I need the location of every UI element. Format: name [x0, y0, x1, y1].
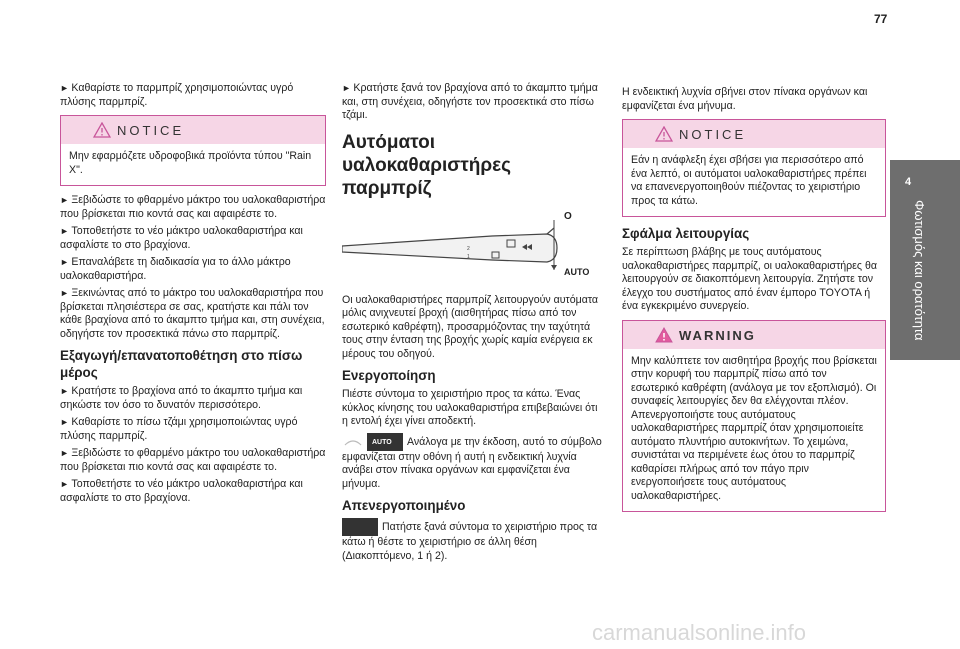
notice-body-2: Εάν η ανάφλεξη έχει σβήσει για περισσότερο από ένα λεπτό, οι αυτόματοι υαλοκαθαριστήρες πρέπει να επανενεργοποιηθούν πιέζοντας το χειριστήριο προς τα κάτω.: [631, 154, 867, 207]
column-1: [60, 82, 326, 509]
auto-wiper-icon: AUTO: [367, 433, 403, 451]
page-number: 77: [874, 12, 888, 26]
notice-header-2: [623, 120, 885, 148]
deactivation-heading: Απενεργοποιημένο: [342, 498, 466, 513]
activation-indicator-text: AUTO Ανάλογα με την έκδοση, αυτό το σύμβολο εμφανίζεται στην οθόνη ή αυτή η ενδεικτική λυχνία ανάβει στον πίνακα οργάνων και εμφανίζεται ένα μήνυμα.: [342, 433, 604, 492]
auto-description: Οι υαλοκαθαριστήρες παρμπρίζ λειτουργούν αυτόματα μόλις ανιχνευτεί βροχή (αισθητήρας πίσω από τον εσωτερικό καθρέφτη), προσαρμόζοντας την ταχύτητά τους στην ένταση της βροχής χωρίς καμία ενέργεια εκ μέρους του οδηγού.: [342, 293, 599, 360]
chapter-number: 4: [904, 176, 912, 188]
notice-header: [61, 116, 325, 144]
column-2: [342, 82, 604, 567]
fault-text: Σε περίπτωση βλάβης με τους αυτόματους υαλοκαθαριστήρες παρμπρίζ, οι υαλοκαθαριστήρες θα λειτουργούν σε διακοπτόμενη λειτουργία. Ζητήστε τον έλεγχο του συστήματος από έναν έμπορο TOYOTA ή ένα εγκεκριμένο συνεργείο.: [622, 246, 877, 312]
notice-title: NOTICE: [117, 123, 185, 138]
notice-body: Μην εφαρμόζετε υδροφοβικά προϊόντα τύπου "Rain X".: [69, 150, 312, 176]
deactivation-text: Πατήστε ξανά σύντομα το χειριστήριο προς τα κάτω ή θέστε το χειριστήριο σε άλλη θέση (Διακοπτόμενο, 1 ή 2).: [342, 518, 604, 563]
chapter-label: Φωτισμός και ορατότητα: [912, 200, 927, 341]
section-title: Αυτόματοι υαλοκαθαριστήρες παρμπρίζ: [342, 131, 512, 199]
notice-title-2: NOTICE: [679, 127, 747, 142]
notice-icon: [655, 126, 673, 142]
rear-step-2: ► Καθαρίστε το πίσω τζάμι χρησιμοποιώντας υγρό πλύσης παρμπρίζ.: [60, 416, 326, 443]
step-unscrew: ► Ξεβιδώστε το φθαρμένο μάκτρο του υαλοκαθαριστήρα που βρίσκεται πιο κοντά σας και αφαιρέστε το.: [60, 194, 326, 221]
step-repeat: ► Επαναλάβετε τη διαδικασία για το άλλο μάκτρο υαλοκαθαριστήρα.: [60, 256, 326, 283]
column-3: [622, 86, 886, 520]
wiper-stalk-figure: [342, 206, 604, 288]
step-guide-rear: ► Κρατήστε ξανά τον βραχίονα από το άκαμπτο τμήμα και, στη συνέχεια, οδηγήστε τον προσεκτικά στο πίσω τζάμι.: [342, 82, 604, 123]
activation-text: Πιέστε σύντομα το χειριστήριο προς τα κάτω. Ένας κύκλος κίνησης του υαλοκαθαριστήρα επιβεβαιώνει ότι η εντολή έχει γίνει αποδεκτή.: [342, 388, 598, 427]
indicator-off-text: Η ενδεικτική λυχνία σβήνει στον πίνακα οργάνων και εμφανίζεται ένα μήνυμα.: [622, 86, 868, 112]
rear-step-3: ► Ξεβιδώστε το φθαρμένο μάκτρο του υαλοκαθαριστήρα που βρίσκεται πιο κοντά σας και αφαιρέστε το.: [60, 447, 326, 474]
activation-heading: Ενεργοποίηση: [342, 368, 436, 383]
fault-heading: Σφάλμα λειτουργίας: [622, 226, 750, 241]
auto-wiper-ghost-icon: [342, 435, 364, 449]
rear-heading: Εξαγωγή/επανατοποθέτηση στο πίσω μέρος: [60, 348, 303, 380]
step-lower: ► Ξεκινώντας από το μάκτρο του υαλοκαθαριστήρα που βρίσκεται πλησιέστερα σε σας, κρατήστε και πάλι τον κάθε βραχίονα από το άκαμπτο τμήμα και, στη συνέχεια, οδηγήστε τον προσεκτικά πάνω στο παρμπρίζ.: [60, 287, 326, 341]
svg-text:2: 2: [467, 245, 470, 252]
notice-box: [60, 115, 326, 186]
notice-icon: [93, 122, 111, 138]
warning-icon: [655, 327, 673, 343]
svg-text:1: 1: [467, 253, 470, 260]
warning-body: Μην καλύπτετε τον αισθητήρα βροχής που βρίσκεται στην κορυφή του παρμπρίζ πίσω από τον εσωτερικό καθρέφτη (ανάλογα με τον εξοπλισμό). Οι συναφείς λειτουργίες δεν θα ελέγχονται πλέον. Απενεργοποιήστε τους αυτόματους υαλοκαθαριστήρες παρμπρίζ όταν χρησιμοποιείτε αυτόματο πλυντήριο αυτοκινήτων. Το χειμώνα, συνιστάται να περιμένετε έως ότου το παρμπρίζ καθαρίσει πλήρως από τον πάγο πριν ενεργοποιήσετε τους αυτόματους υαλοκαθαριστήρες.: [631, 354, 877, 502]
rear-step-1: ► Κρατήστε το βραχίονα από το άκαμπτο τμήμα και σηκώστε τον όσο το δυνατόν περισσότερο.: [60, 385, 326, 412]
wiper-off-icon: [342, 518, 378, 536]
warning-header: [623, 321, 885, 349]
figure-o-label: O: [564, 210, 572, 222]
step-clean: ► Καθαρίστε το παρμπρίζ χρησιμοποιώντας υγρό πλύσης παρμπρίζ.: [60, 82, 326, 109]
watermark: carmanualsonline.info: [592, 620, 807, 645]
figure-auto-label: AUTO: [564, 266, 590, 277]
warning-title: WARNING: [679, 327, 756, 343]
notice-box-2: [622, 119, 886, 217]
chapter-tab: [890, 160, 960, 360]
rear-step-4: ► Τοποθετήστε το νέο μάκτρο υαλοκαθαριστήρα και ασφαλίστε το στο βραχίονα.: [60, 478, 326, 505]
step-fit: ► Τοποθετήστε το νέο μάκτρο υαλοκαθαριστήρα και ασφαλίστε το στο βραχίονα.: [60, 225, 326, 252]
warning-box: [622, 320, 886, 513]
